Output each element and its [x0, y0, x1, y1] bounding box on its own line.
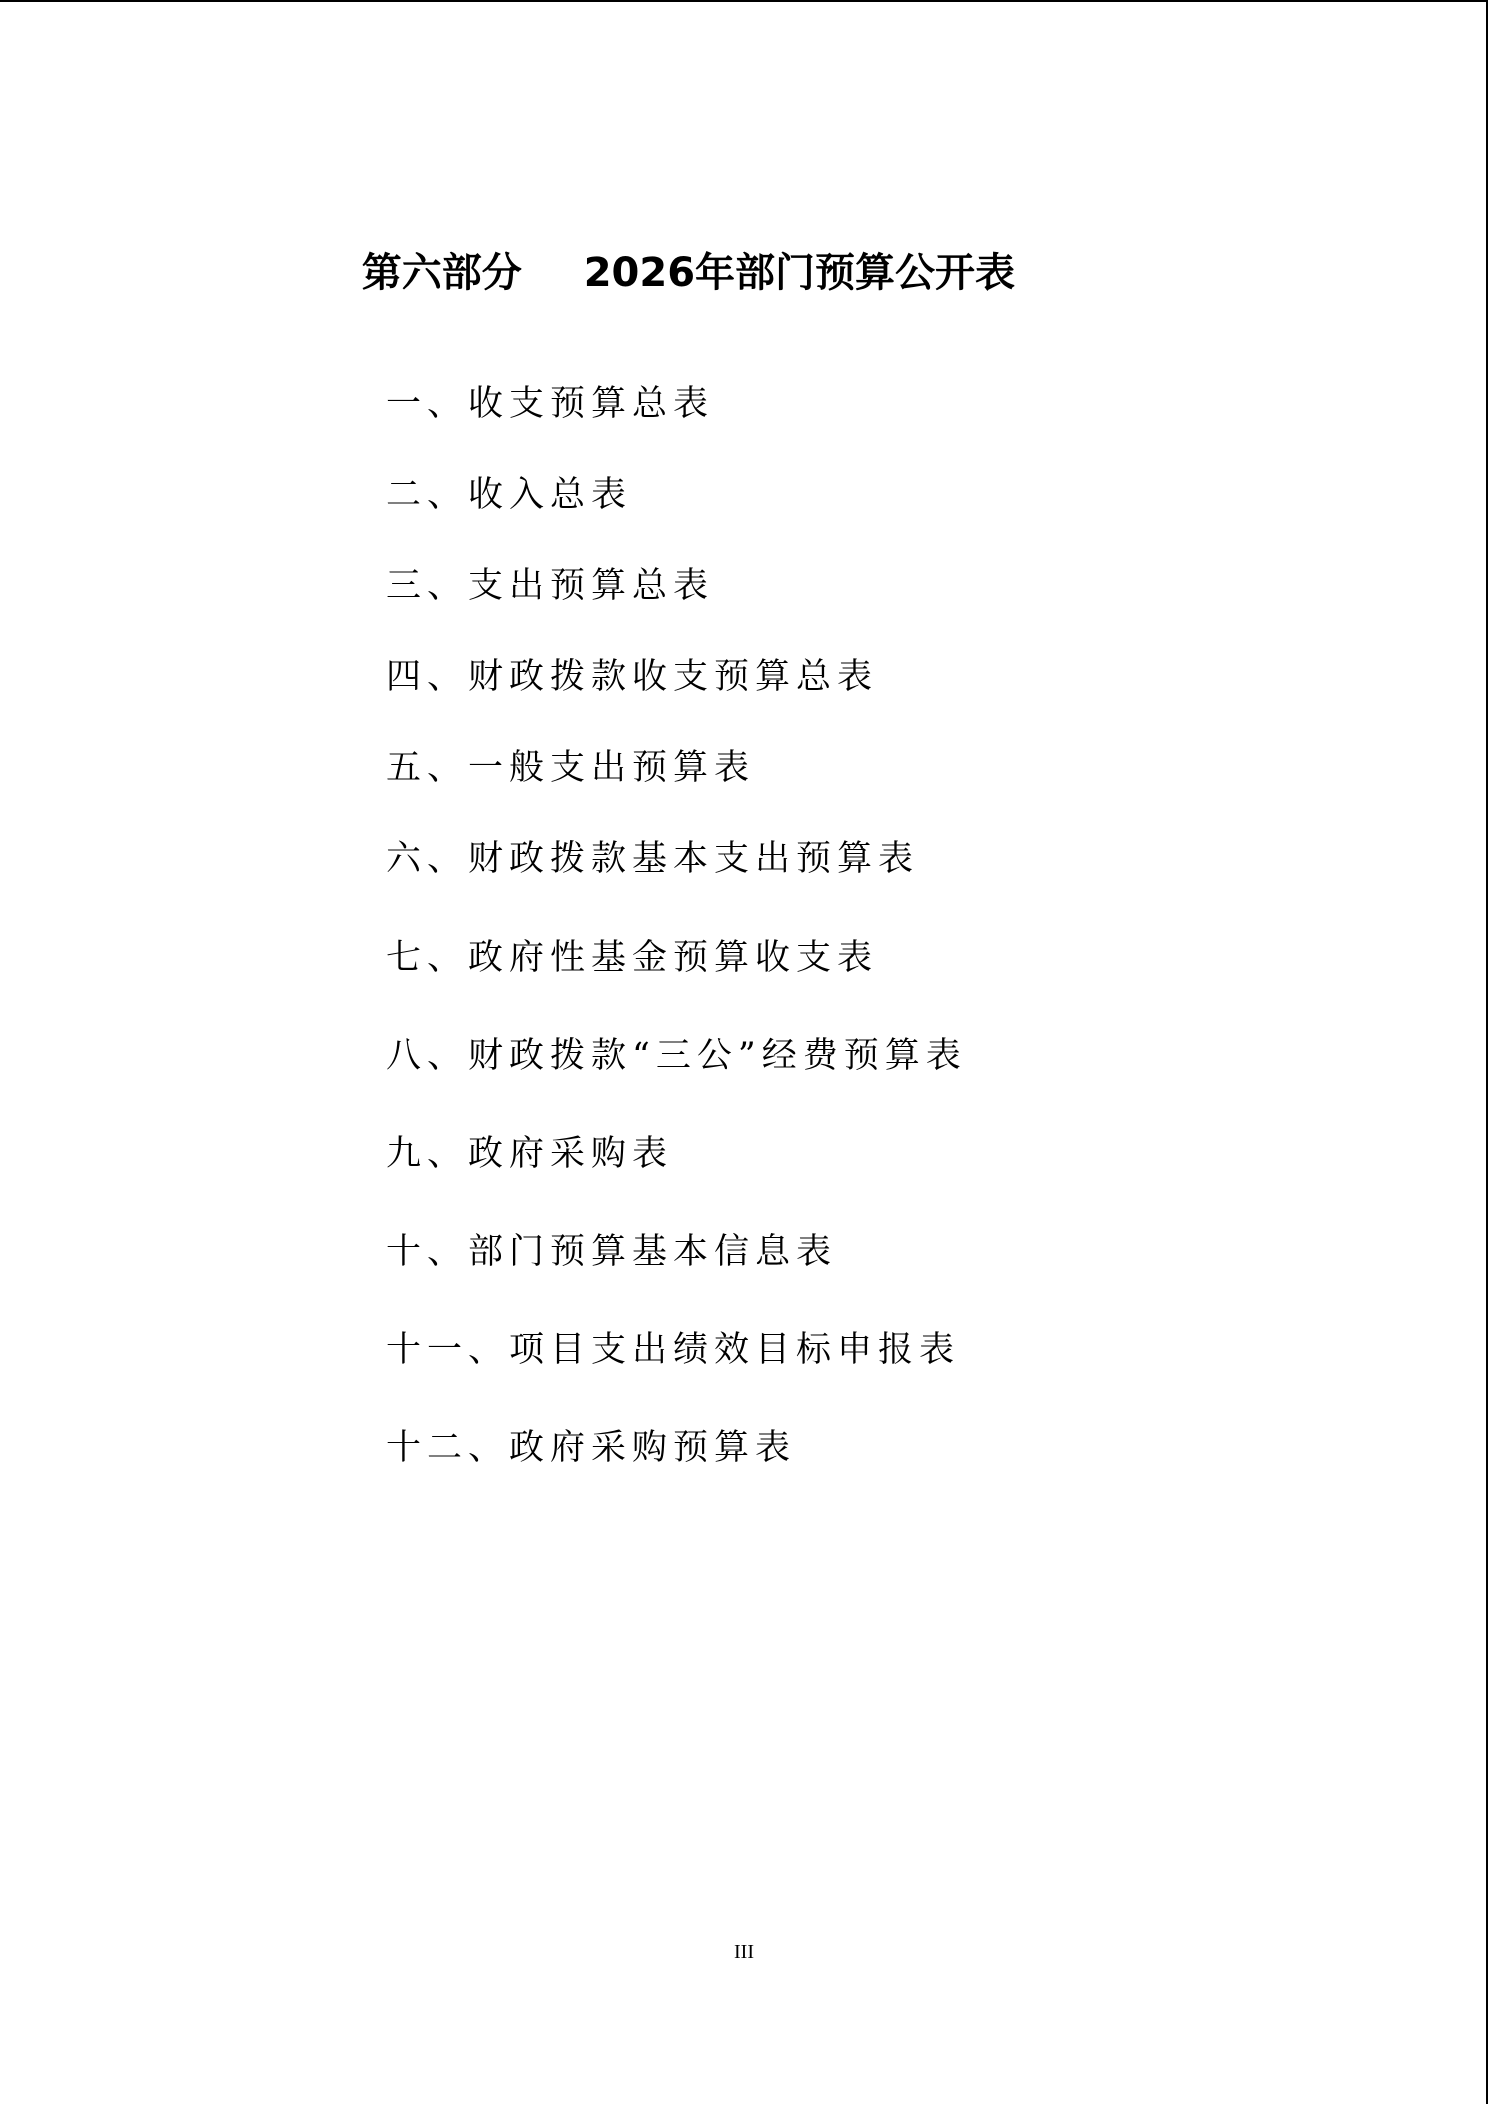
toc-item-1: 一、收支预算总表	[386, 384, 715, 424]
toc-item-8: 八、财政拨款“三公”经费预算表	[386, 1036, 967, 1076]
toc-item-6: 六、财政拨款基本支出预算表	[386, 839, 920, 879]
toc-item-5: 五、一般支出预算表	[386, 748, 756, 788]
toc-item-3: 三、支出预算总表	[386, 566, 715, 606]
toc-item-7: 七、政府性基金预算收支表	[386, 938, 879, 978]
toc-item-11: 十一、项目支出绩效目标申报表	[386, 1330, 961, 1370]
toc-item-9: 九、政府采购表	[386, 1134, 674, 1174]
toc-item-12: 十二、政府采购预算表	[386, 1428, 797, 1468]
toc-item-10: 十、部门预算基本信息表	[386, 1232, 838, 1272]
toc-item-2: 二、收入总表	[386, 475, 633, 515]
section-part-label: 第六部分	[361, 250, 522, 296]
page-number: III	[734, 1941, 754, 1963]
section-title: 2026年部门预算公开表	[583, 250, 1016, 296]
section-heading	[306, 198, 1015, 348]
toc-item-4: 四、财政拨款收支预算总表	[386, 657, 879, 697]
